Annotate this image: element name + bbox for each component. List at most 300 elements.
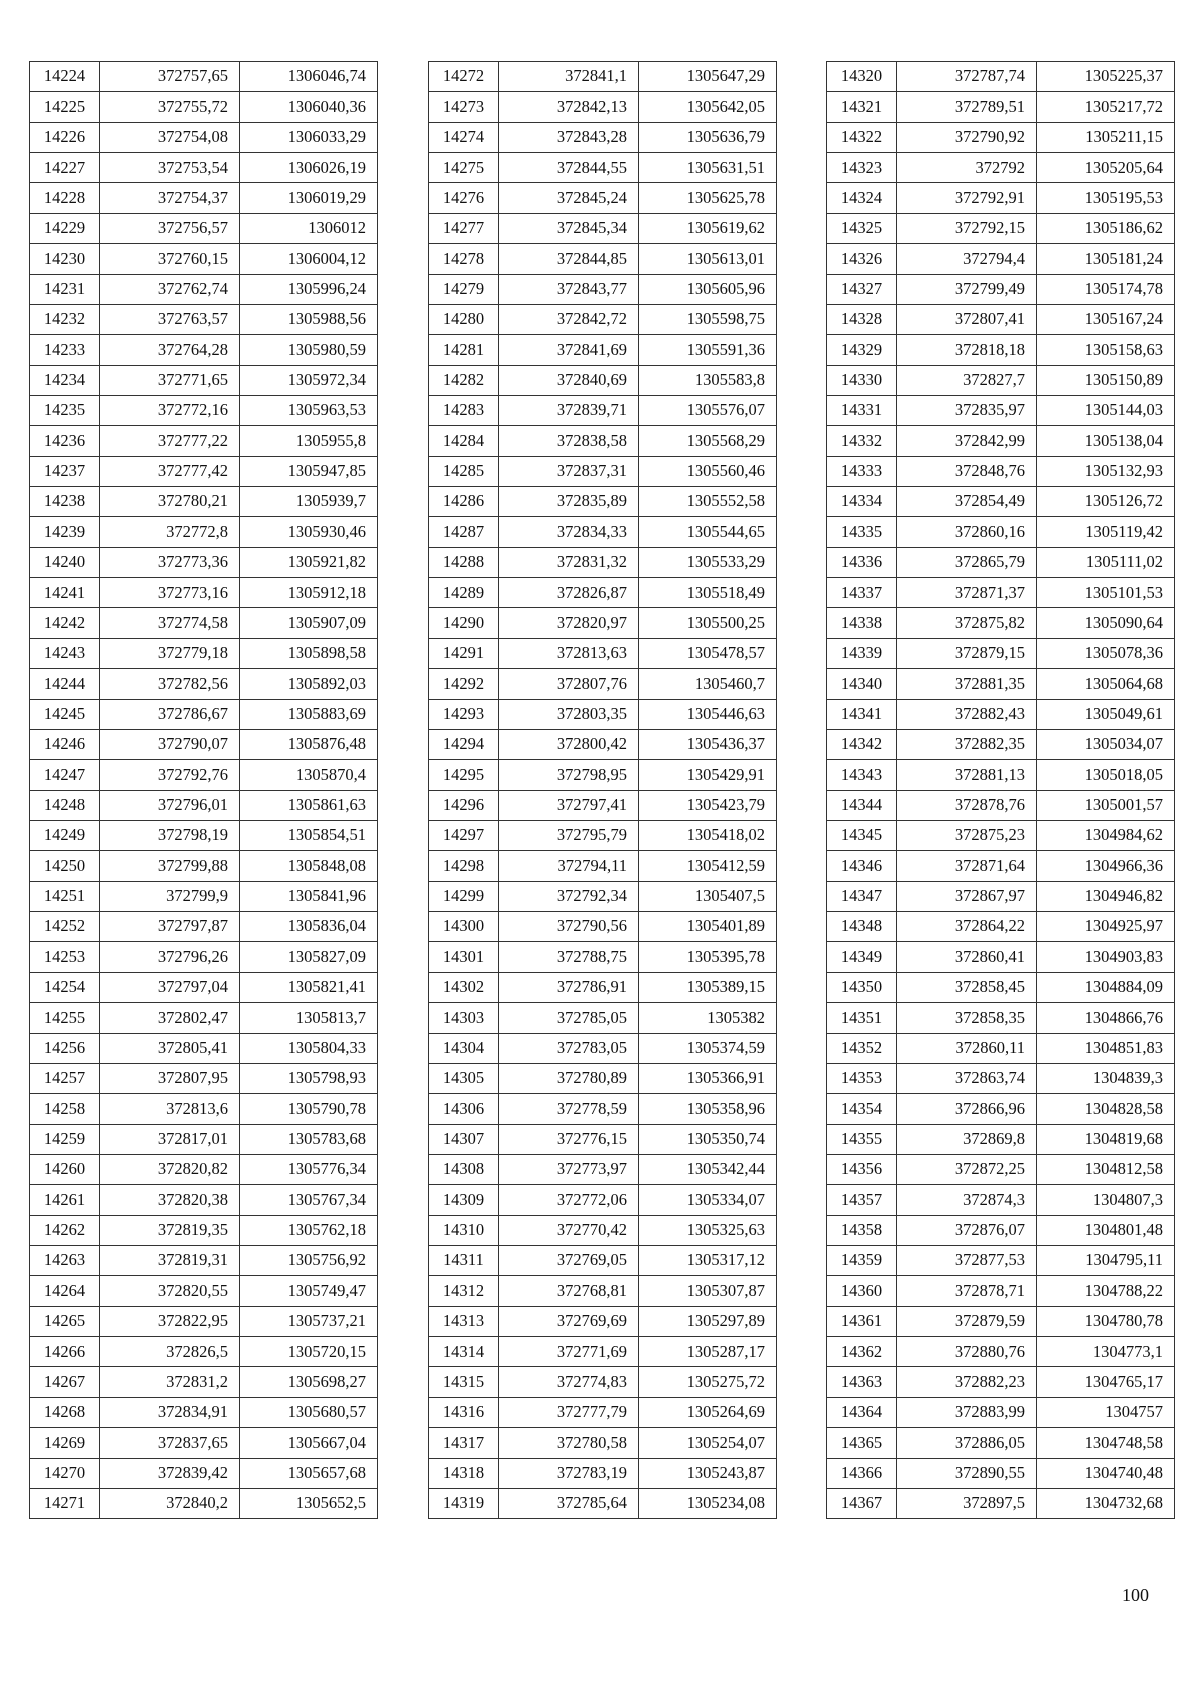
point-number-cell: 14244 xyxy=(30,669,100,699)
x-coordinate-cell: 372880,76 xyxy=(897,1337,1037,1367)
point-number-cell: 14349 xyxy=(827,942,897,972)
x-coordinate-cell: 372820,97 xyxy=(499,608,639,638)
x-coordinate-cell: 372841,69 xyxy=(499,335,639,365)
point-number-cell: 14354 xyxy=(827,1094,897,1124)
y-coordinate-cell: 1305407,5 xyxy=(639,881,777,911)
y-coordinate-cell: 1304819,68 xyxy=(1037,1124,1175,1154)
table-row xyxy=(827,760,1175,790)
y-coordinate-cell: 1305883,69 xyxy=(240,699,378,729)
table-row xyxy=(827,1488,1175,1518)
y-coordinate-cell: 1305907,09 xyxy=(240,608,378,638)
table-row xyxy=(30,578,378,608)
x-coordinate-cell: 372813,63 xyxy=(499,638,639,668)
table-row xyxy=(827,1215,1175,1245)
table-row xyxy=(429,1094,777,1124)
x-coordinate-cell: 372778,59 xyxy=(499,1094,639,1124)
y-coordinate-cell: 1306026,19 xyxy=(240,153,378,183)
point-number-cell: 14366 xyxy=(827,1458,897,1488)
x-coordinate-cell: 372792,34 xyxy=(499,881,639,911)
point-number-cell: 14250 xyxy=(30,851,100,881)
x-coordinate-cell: 372860,16 xyxy=(897,517,1037,547)
y-coordinate-cell: 1305382 xyxy=(639,1003,777,1033)
point-number-cell: 14253 xyxy=(30,942,100,972)
y-coordinate-cell: 1305598,75 xyxy=(639,304,777,334)
point-number-cell: 14336 xyxy=(827,547,897,577)
table-row xyxy=(429,1185,777,1215)
point-number-cell: 14286 xyxy=(429,487,499,517)
x-coordinate-cell: 372848,76 xyxy=(897,456,1037,486)
table-row xyxy=(429,851,777,881)
y-coordinate-cell: 1305366,91 xyxy=(639,1063,777,1093)
table-row xyxy=(827,578,1175,608)
point-number-cell: 14249 xyxy=(30,820,100,850)
y-coordinate-cell: 1305912,18 xyxy=(240,578,378,608)
point-number-cell: 14277 xyxy=(429,213,499,243)
table-row xyxy=(827,1063,1175,1093)
y-coordinate-cell: 1305138,04 xyxy=(1037,426,1175,456)
table-row xyxy=(429,335,777,365)
point-number-cell: 14357 xyxy=(827,1185,897,1215)
x-coordinate-cell: 372838,58 xyxy=(499,426,639,456)
x-coordinate-cell: 372800,42 xyxy=(499,729,639,759)
x-coordinate-cell: 372874,3 xyxy=(897,1185,1037,1215)
table-row xyxy=(429,972,777,1002)
x-coordinate-cell: 372818,18 xyxy=(897,335,1037,365)
y-coordinate-cell: 1305591,36 xyxy=(639,335,777,365)
y-coordinate-cell: 1305101,53 xyxy=(1037,578,1175,608)
x-coordinate-cell: 372794,4 xyxy=(897,244,1037,274)
table-row xyxy=(429,1124,777,1154)
point-number-cell: 14318 xyxy=(429,1458,499,1488)
x-coordinate-cell: 372820,55 xyxy=(100,1276,240,1306)
table-row xyxy=(30,638,378,668)
table-row xyxy=(429,92,777,122)
table-row xyxy=(429,62,777,92)
point-number-cell: 14364 xyxy=(827,1397,897,1427)
table-row xyxy=(30,487,378,517)
x-coordinate-cell: 372790,07 xyxy=(100,729,240,759)
point-number-cell: 14324 xyxy=(827,183,897,213)
point-number-cell: 14285 xyxy=(429,456,499,486)
x-coordinate-cell: 372797,04 xyxy=(100,972,240,1002)
y-coordinate-cell: 1304866,76 xyxy=(1037,1003,1175,1033)
y-coordinate-cell: 1304765,17 xyxy=(1037,1367,1175,1397)
table-row xyxy=(30,1094,378,1124)
y-coordinate-cell: 1305234,08 xyxy=(639,1488,777,1518)
x-coordinate-cell: 372835,97 xyxy=(897,395,1037,425)
y-coordinate-cell: 1305174,78 xyxy=(1037,274,1175,304)
point-number-cell: 14296 xyxy=(429,790,499,820)
table-row xyxy=(429,1488,777,1518)
point-number-cell: 14278 xyxy=(429,244,499,274)
table-row xyxy=(429,517,777,547)
x-coordinate-cell: 372790,56 xyxy=(499,912,639,942)
x-coordinate-cell: 372802,47 xyxy=(100,1003,240,1033)
point-number-cell: 14248 xyxy=(30,790,100,820)
y-coordinate-cell: 1305429,91 xyxy=(639,760,777,790)
x-coordinate-cell: 372783,19 xyxy=(499,1458,639,1488)
y-coordinate-cell: 1304757 xyxy=(1037,1397,1175,1427)
y-coordinate-cell: 1305126,72 xyxy=(1037,487,1175,517)
y-coordinate-cell: 1305854,51 xyxy=(240,820,378,850)
point-number-cell: 14326 xyxy=(827,244,897,274)
table-row xyxy=(30,820,378,850)
point-number-cell: 14322 xyxy=(827,122,897,152)
point-number-cell: 14347 xyxy=(827,881,897,911)
point-number-cell: 14334 xyxy=(827,487,897,517)
x-coordinate-cell: 372777,42 xyxy=(100,456,240,486)
point-number-cell: 14330 xyxy=(827,365,897,395)
x-coordinate-cell: 372875,82 xyxy=(897,608,1037,638)
point-number-cell: 14268 xyxy=(30,1397,100,1427)
x-coordinate-cell: 372819,35 xyxy=(100,1215,240,1245)
point-number-cell: 14306 xyxy=(429,1094,499,1124)
x-coordinate-cell: 372845,24 xyxy=(499,183,639,213)
x-coordinate-cell: 372799,49 xyxy=(897,274,1037,304)
table-row xyxy=(827,456,1175,486)
point-number-cell: 14339 xyxy=(827,638,897,668)
table-row xyxy=(429,669,777,699)
y-coordinate-cell: 1305583,8 xyxy=(639,365,777,395)
y-coordinate-cell: 1305861,63 xyxy=(240,790,378,820)
x-coordinate-cell: 372820,38 xyxy=(100,1185,240,1215)
x-coordinate-cell: 372772,16 xyxy=(100,395,240,425)
table-row xyxy=(827,790,1175,820)
point-number-cell: 14353 xyxy=(827,1063,897,1093)
y-coordinate-cell: 1305821,41 xyxy=(240,972,378,1002)
point-number-cell: 14331 xyxy=(827,395,897,425)
table-row xyxy=(827,153,1175,183)
point-number-cell: 14262 xyxy=(30,1215,100,1245)
point-number-cell: 14279 xyxy=(429,274,499,304)
point-number-cell: 14261 xyxy=(30,1185,100,1215)
y-coordinate-cell: 1305518,49 xyxy=(639,578,777,608)
y-coordinate-cell: 1305972,34 xyxy=(240,365,378,395)
point-number-cell: 14273 xyxy=(429,92,499,122)
x-coordinate-cell: 372845,34 xyxy=(499,213,639,243)
table-row xyxy=(429,699,777,729)
table-row xyxy=(30,729,378,759)
y-coordinate-cell: 1305813,7 xyxy=(240,1003,378,1033)
x-coordinate-cell: 372839,71 xyxy=(499,395,639,425)
point-number-cell: 14316 xyxy=(429,1397,499,1427)
y-coordinate-cell: 1304801,48 xyxy=(1037,1215,1175,1245)
x-coordinate-cell: 372777,79 xyxy=(499,1397,639,1427)
x-coordinate-cell: 372798,95 xyxy=(499,760,639,790)
x-coordinate-cell: 372834,91 xyxy=(100,1397,240,1427)
table-row xyxy=(30,1306,378,1336)
table-row xyxy=(827,365,1175,395)
x-coordinate-cell: 372807,41 xyxy=(897,304,1037,334)
point-number-cell: 14274 xyxy=(429,122,499,152)
y-coordinate-cell: 1305395,78 xyxy=(639,942,777,972)
table-row xyxy=(827,1124,1175,1154)
table-row xyxy=(30,1428,378,1458)
y-coordinate-cell: 1305625,78 xyxy=(639,183,777,213)
y-coordinate-cell: 1304828,58 xyxy=(1037,1094,1175,1124)
table-row xyxy=(827,972,1175,1002)
point-number-cell: 14252 xyxy=(30,912,100,942)
point-number-cell: 14295 xyxy=(429,760,499,790)
x-coordinate-cell: 372807,95 xyxy=(100,1063,240,1093)
x-coordinate-cell: 372773,16 xyxy=(100,578,240,608)
table-row xyxy=(429,760,777,790)
table-row xyxy=(429,1306,777,1336)
point-number-cell: 14361 xyxy=(827,1306,897,1336)
y-coordinate-cell: 1305921,82 xyxy=(240,547,378,577)
x-coordinate-cell: 372754,37 xyxy=(100,183,240,213)
table-row xyxy=(30,1154,378,1184)
table-row xyxy=(429,1458,777,1488)
point-number-cell: 14258 xyxy=(30,1094,100,1124)
y-coordinate-cell: 1305264,69 xyxy=(639,1397,777,1427)
x-coordinate-cell: 372886,05 xyxy=(897,1428,1037,1458)
table-row xyxy=(30,517,378,547)
table-row xyxy=(429,1428,777,1458)
y-coordinate-cell: 1305930,46 xyxy=(240,517,378,547)
table-row xyxy=(30,426,378,456)
point-number-cell: 14309 xyxy=(429,1185,499,1215)
x-coordinate-cell: 372772,8 xyxy=(100,517,240,547)
point-number-cell: 14355 xyxy=(827,1124,897,1154)
x-coordinate-cell: 372755,72 xyxy=(100,92,240,122)
y-coordinate-cell: 1305955,8 xyxy=(240,426,378,456)
y-coordinate-cell: 1305667,04 xyxy=(240,1428,378,1458)
table-row xyxy=(30,122,378,152)
x-coordinate-cell: 372843,28 xyxy=(499,122,639,152)
y-coordinate-cell: 1305307,87 xyxy=(639,1276,777,1306)
point-number-cell: 14344 xyxy=(827,790,897,820)
x-coordinate-cell: 372844,55 xyxy=(499,153,639,183)
y-coordinate-cell: 1305275,72 xyxy=(639,1367,777,1397)
y-coordinate-cell: 1305150,89 xyxy=(1037,365,1175,395)
point-number-cell: 14293 xyxy=(429,699,499,729)
y-coordinate-cell: 1305841,96 xyxy=(240,881,378,911)
y-coordinate-cell: 1305090,64 xyxy=(1037,608,1175,638)
table-row xyxy=(429,1063,777,1093)
table-row xyxy=(827,638,1175,668)
table-row xyxy=(827,335,1175,365)
x-coordinate-cell: 372807,76 xyxy=(499,669,639,699)
point-number-cell: 14297 xyxy=(429,820,499,850)
y-coordinate-cell: 1305568,29 xyxy=(639,426,777,456)
x-coordinate-cell: 372872,25 xyxy=(897,1154,1037,1184)
y-coordinate-cell: 1305418,02 xyxy=(639,820,777,850)
point-number-cell: 14291 xyxy=(429,638,499,668)
table-row xyxy=(30,1276,378,1306)
y-coordinate-cell: 1305389,15 xyxy=(639,972,777,1002)
point-number-cell: 14266 xyxy=(30,1337,100,1367)
y-coordinate-cell: 1305374,59 xyxy=(639,1033,777,1063)
point-number-cell: 14319 xyxy=(429,1488,499,1518)
table-row xyxy=(827,213,1175,243)
x-coordinate-cell: 372844,85 xyxy=(499,244,639,274)
y-coordinate-cell: 1305762,18 xyxy=(240,1215,378,1245)
y-coordinate-cell: 1305963,53 xyxy=(240,395,378,425)
point-number-cell: 14272 xyxy=(429,62,499,92)
point-number-cell: 14288 xyxy=(429,547,499,577)
point-number-cell: 14363 xyxy=(827,1367,897,1397)
point-number-cell: 14260 xyxy=(30,1154,100,1184)
point-number-cell: 14247 xyxy=(30,760,100,790)
point-number-cell: 14333 xyxy=(827,456,897,486)
point-number-cell: 14287 xyxy=(429,517,499,547)
x-coordinate-cell: 372788,75 xyxy=(499,942,639,972)
table-row xyxy=(30,365,378,395)
point-number-cell: 14303 xyxy=(429,1003,499,1033)
table-row xyxy=(30,1458,378,1488)
point-number-cell: 14302 xyxy=(429,972,499,1002)
point-number-cell: 14338 xyxy=(827,608,897,638)
table-row xyxy=(429,1276,777,1306)
table-row xyxy=(429,638,777,668)
x-coordinate-cell: 372831,32 xyxy=(499,547,639,577)
point-number-cell: 14232 xyxy=(30,304,100,334)
x-coordinate-cell: 372881,13 xyxy=(897,760,1037,790)
point-number-cell: 14236 xyxy=(30,426,100,456)
x-coordinate-cell: 372792,76 xyxy=(100,760,240,790)
table-row xyxy=(429,820,777,850)
x-coordinate-cell: 372881,35 xyxy=(897,669,1037,699)
table-row xyxy=(827,669,1175,699)
y-coordinate-cell: 1305720,15 xyxy=(240,1337,378,1367)
y-coordinate-cell: 1305939,7 xyxy=(240,487,378,517)
y-coordinate-cell: 1305144,03 xyxy=(1037,395,1175,425)
y-coordinate-cell: 1305836,04 xyxy=(240,912,378,942)
y-coordinate-cell: 1305225,37 xyxy=(1037,62,1175,92)
table-row xyxy=(827,1003,1175,1033)
x-coordinate-cell: 372799,88 xyxy=(100,851,240,881)
y-coordinate-cell: 1305767,34 xyxy=(240,1185,378,1215)
y-coordinate-cell: 1305350,74 xyxy=(639,1124,777,1154)
point-number-cell: 14231 xyxy=(30,274,100,304)
table-row xyxy=(827,1033,1175,1063)
y-coordinate-cell: 1304807,3 xyxy=(1037,1185,1175,1215)
x-coordinate-cell: 372779,18 xyxy=(100,638,240,668)
x-coordinate-cell: 372840,69 xyxy=(499,365,639,395)
point-number-cell: 14256 xyxy=(30,1033,100,1063)
table-row xyxy=(827,608,1175,638)
x-coordinate-cell: 372794,11 xyxy=(499,851,639,881)
x-coordinate-cell: 372771,65 xyxy=(100,365,240,395)
y-coordinate-cell: 1305619,62 xyxy=(639,213,777,243)
point-number-cell: 14284 xyxy=(429,426,499,456)
table-row xyxy=(30,851,378,881)
table-row xyxy=(429,790,777,820)
table-row xyxy=(30,395,378,425)
point-number-cell: 14359 xyxy=(827,1246,897,1276)
point-number-cell: 14237 xyxy=(30,456,100,486)
x-coordinate-cell: 372805,41 xyxy=(100,1033,240,1063)
page-number: 100 xyxy=(1122,1585,1149,1605)
point-number-cell: 14263 xyxy=(30,1246,100,1276)
table-row xyxy=(429,729,777,759)
y-coordinate-cell: 1305988,56 xyxy=(240,304,378,334)
y-coordinate-cell: 1305996,24 xyxy=(240,274,378,304)
y-coordinate-cell: 1305342,44 xyxy=(639,1154,777,1184)
y-coordinate-cell: 1305876,48 xyxy=(240,729,378,759)
table-row xyxy=(429,608,777,638)
y-coordinate-cell: 1305195,53 xyxy=(1037,183,1175,213)
y-coordinate-cell: 1305790,78 xyxy=(240,1094,378,1124)
point-number-cell: 14345 xyxy=(827,820,897,850)
x-coordinate-cell: 372774,83 xyxy=(499,1367,639,1397)
table-row xyxy=(30,669,378,699)
y-coordinate-cell: 1305698,27 xyxy=(240,1367,378,1397)
point-number-cell: 14289 xyxy=(429,578,499,608)
y-coordinate-cell: 1305034,07 xyxy=(1037,729,1175,759)
point-number-cell: 14243 xyxy=(30,638,100,668)
y-coordinate-cell: 1305358,96 xyxy=(639,1094,777,1124)
y-coordinate-cell: 1305158,63 xyxy=(1037,335,1175,365)
point-number-cell: 14267 xyxy=(30,1367,100,1397)
x-coordinate-cell: 372842,72 xyxy=(499,304,639,334)
table-row xyxy=(429,578,777,608)
y-coordinate-cell: 1305317,12 xyxy=(639,1246,777,1276)
point-number-cell: 14300 xyxy=(429,912,499,942)
table-row xyxy=(827,183,1175,213)
point-number-cell: 14304 xyxy=(429,1033,499,1063)
y-coordinate-cell: 1305078,36 xyxy=(1037,638,1175,668)
x-coordinate-cell: 372769,05 xyxy=(499,1246,639,1276)
x-coordinate-cell: 372897,5 xyxy=(897,1488,1037,1518)
y-coordinate-cell: 1305680,57 xyxy=(240,1397,378,1427)
y-coordinate-cell: 1304748,58 xyxy=(1037,1428,1175,1458)
point-number-cell: 14280 xyxy=(429,304,499,334)
x-coordinate-cell: 372883,99 xyxy=(897,1397,1037,1427)
point-number-cell: 14270 xyxy=(30,1458,100,1488)
point-number-cell: 14240 xyxy=(30,547,100,577)
y-coordinate-cell: 1304773,1 xyxy=(1037,1337,1175,1367)
point-number-cell: 14246 xyxy=(30,729,100,759)
table-row xyxy=(429,365,777,395)
point-number-cell: 14317 xyxy=(429,1428,499,1458)
point-number-cell: 14343 xyxy=(827,760,897,790)
x-coordinate-cell: 372757,65 xyxy=(100,62,240,92)
y-coordinate-cell: 1306033,29 xyxy=(240,122,378,152)
point-number-cell: 14305 xyxy=(429,1063,499,1093)
table-row xyxy=(827,881,1175,911)
table-row xyxy=(429,1397,777,1427)
y-coordinate-cell: 1304839,3 xyxy=(1037,1063,1175,1093)
x-coordinate-cell: 372827,7 xyxy=(897,365,1037,395)
x-coordinate-cell: 372756,57 xyxy=(100,213,240,243)
x-coordinate-cell: 372842,13 xyxy=(499,92,639,122)
x-coordinate-cell: 372786,67 xyxy=(100,699,240,729)
y-coordinate-cell: 1305544,65 xyxy=(639,517,777,547)
y-coordinate-cell: 1305297,89 xyxy=(639,1306,777,1336)
y-coordinate-cell: 1305980,59 xyxy=(240,335,378,365)
y-coordinate-cell: 1305798,93 xyxy=(240,1063,378,1093)
y-coordinate-cell: 1304812,58 xyxy=(1037,1154,1175,1184)
x-coordinate-cell: 372787,74 xyxy=(897,62,1037,92)
point-number-cell: 14225 xyxy=(30,92,100,122)
point-number-cell: 14230 xyxy=(30,244,100,274)
x-coordinate-cell: 372890,55 xyxy=(897,1458,1037,1488)
table-row xyxy=(827,1276,1175,1306)
x-coordinate-cell: 372786,91 xyxy=(499,972,639,1002)
table-row xyxy=(30,1337,378,1367)
table-row xyxy=(827,820,1175,850)
table-row xyxy=(429,426,777,456)
table-row xyxy=(429,183,777,213)
y-coordinate-cell: 1305211,15 xyxy=(1037,122,1175,152)
table-row xyxy=(30,153,378,183)
x-coordinate-cell: 372835,89 xyxy=(499,487,639,517)
y-coordinate-cell: 1305870,4 xyxy=(240,760,378,790)
point-number-cell: 14259 xyxy=(30,1124,100,1154)
y-coordinate-cell: 1305804,33 xyxy=(240,1033,378,1063)
